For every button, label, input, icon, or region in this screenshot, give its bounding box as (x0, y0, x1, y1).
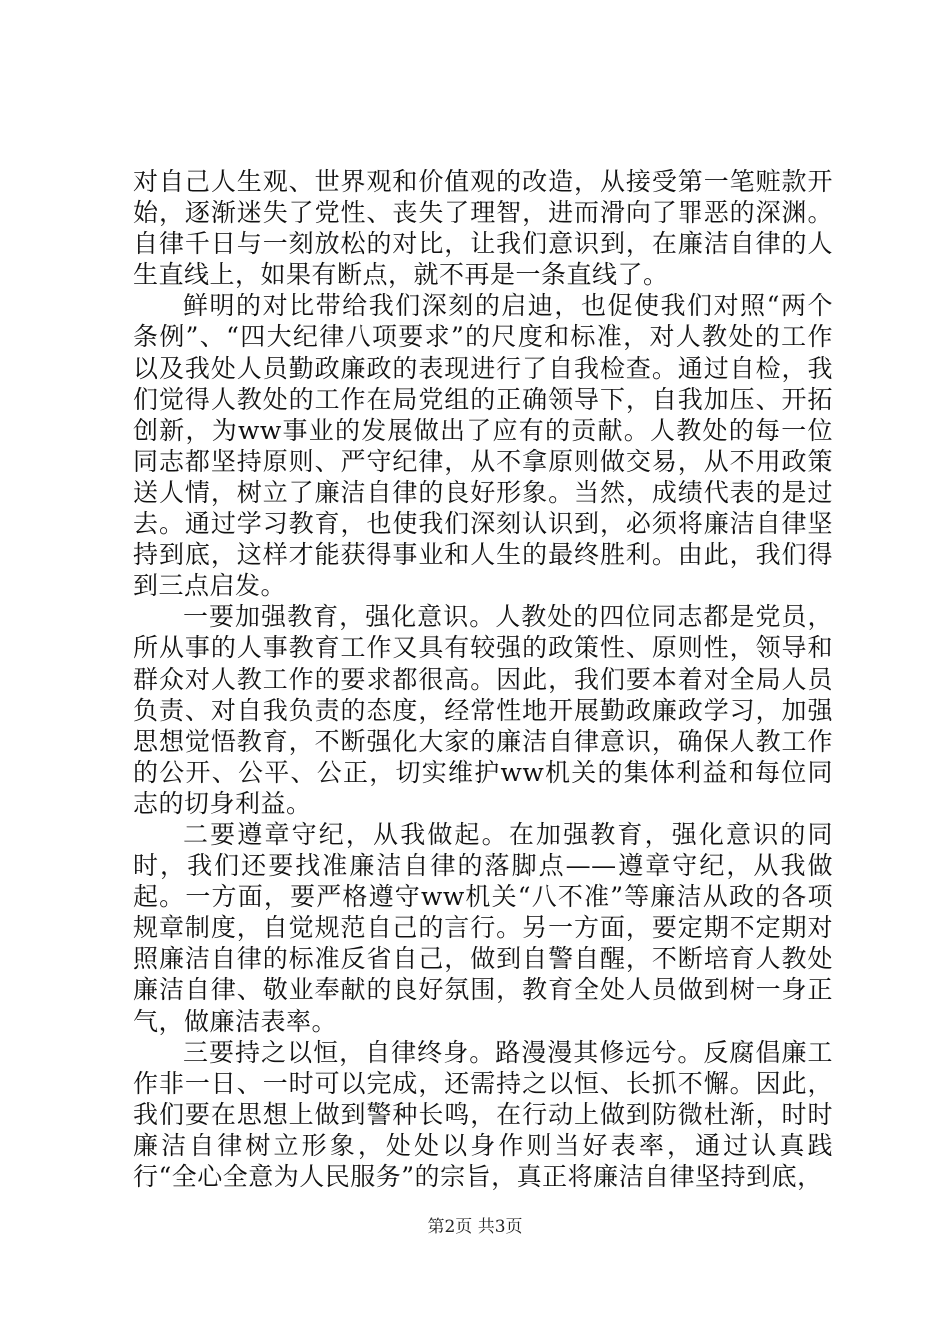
document-body (133, 166, 833, 1192)
page-footer: 第2页 共3页 (427, 1217, 523, 1237)
paragraph-5: 三要持之以恒，自律终身。路漫漫其修远兮。反腐倡廉工作非一日、一时可以完成，还需持之以恒、长抓不懈。因此，我们要在思想上做到警种长鸣，在行动上做到防微杜渐，时时廉洁自律树立形象，处处以身作则当好表率，通过认真践行“全心全意为人民服务”的宗旨，真正将廉洁自律坚持到底， (133, 1037, 833, 1191)
paragraph-3: 一要加强教育，强化意识。人教处的四位同志都是党员，所从事的人事教育工作又具有较强的政策性、原则性，领导和群众对人教工作的要求都很高。因此，我们要本着对全局人员负责、对自我负责的态度，经常性地开展勤政廉政学习，加强思想觉悟教育，不断强化大家的廉洁自律意识，确保人教工作的公开、公平、公正，切实维护ww机关的集体利益和每位同志的切身利益。 (133, 602, 833, 818)
paragraph-2: 鲜明的对比带给我们深刻的启迪，也促使我们对照“两个条例”、“四大纪律八项要求”的尺度和标准，对人教处的工作以及我处人员勤政廉政的表现进行了自我检查。通过自检，我们觉得人教处的工作在局党组的正确领导下，自我加压、开拓创新，为ww事业的发展做出了应有的贡献。人教处的每一位同志都坚持原则、严守纪律，从不拿原则做交易，从不用政策送人情，树立了廉洁自律的良好形象。当然，成绩代表的是过去。通过学习教育，也使我们深刻认识到，必须将廉洁自律坚持到底，这样才能获得事业和人生的最终胜利。由此，我们得到三点启发。 (133, 291, 833, 601)
paragraph-1: 对自己人生观、世界观和价值观的改造，从接受第一笔赃款开始，逐渐迷失了党性、丧失了理智，进而滑向了罪恶的深渊。自律千日与一刻放松的对比，让我们意识到，在廉洁自律的人生直线上，如果有断点，就不再是一条直线了。 (133, 167, 833, 290)
paragraph-4: 二要遵章守纪，从我做起。在加强教育，强化意识的同时，我们还要找准廉洁自律的落脚点——遵章守纪，从我做起。一方面，要严格遵守ww机关“八不准”等廉洁从政的各项规章制度，自觉规范自己的言行。另一方面，要定期不定期对照廉洁自律的标准反省自己，做到自警自醒，不断培育人教处廉洁自律、敬业奉献的良好氛围，教育全处人员做到树一身正气，做廉洁表率。 (133, 819, 833, 1036)
